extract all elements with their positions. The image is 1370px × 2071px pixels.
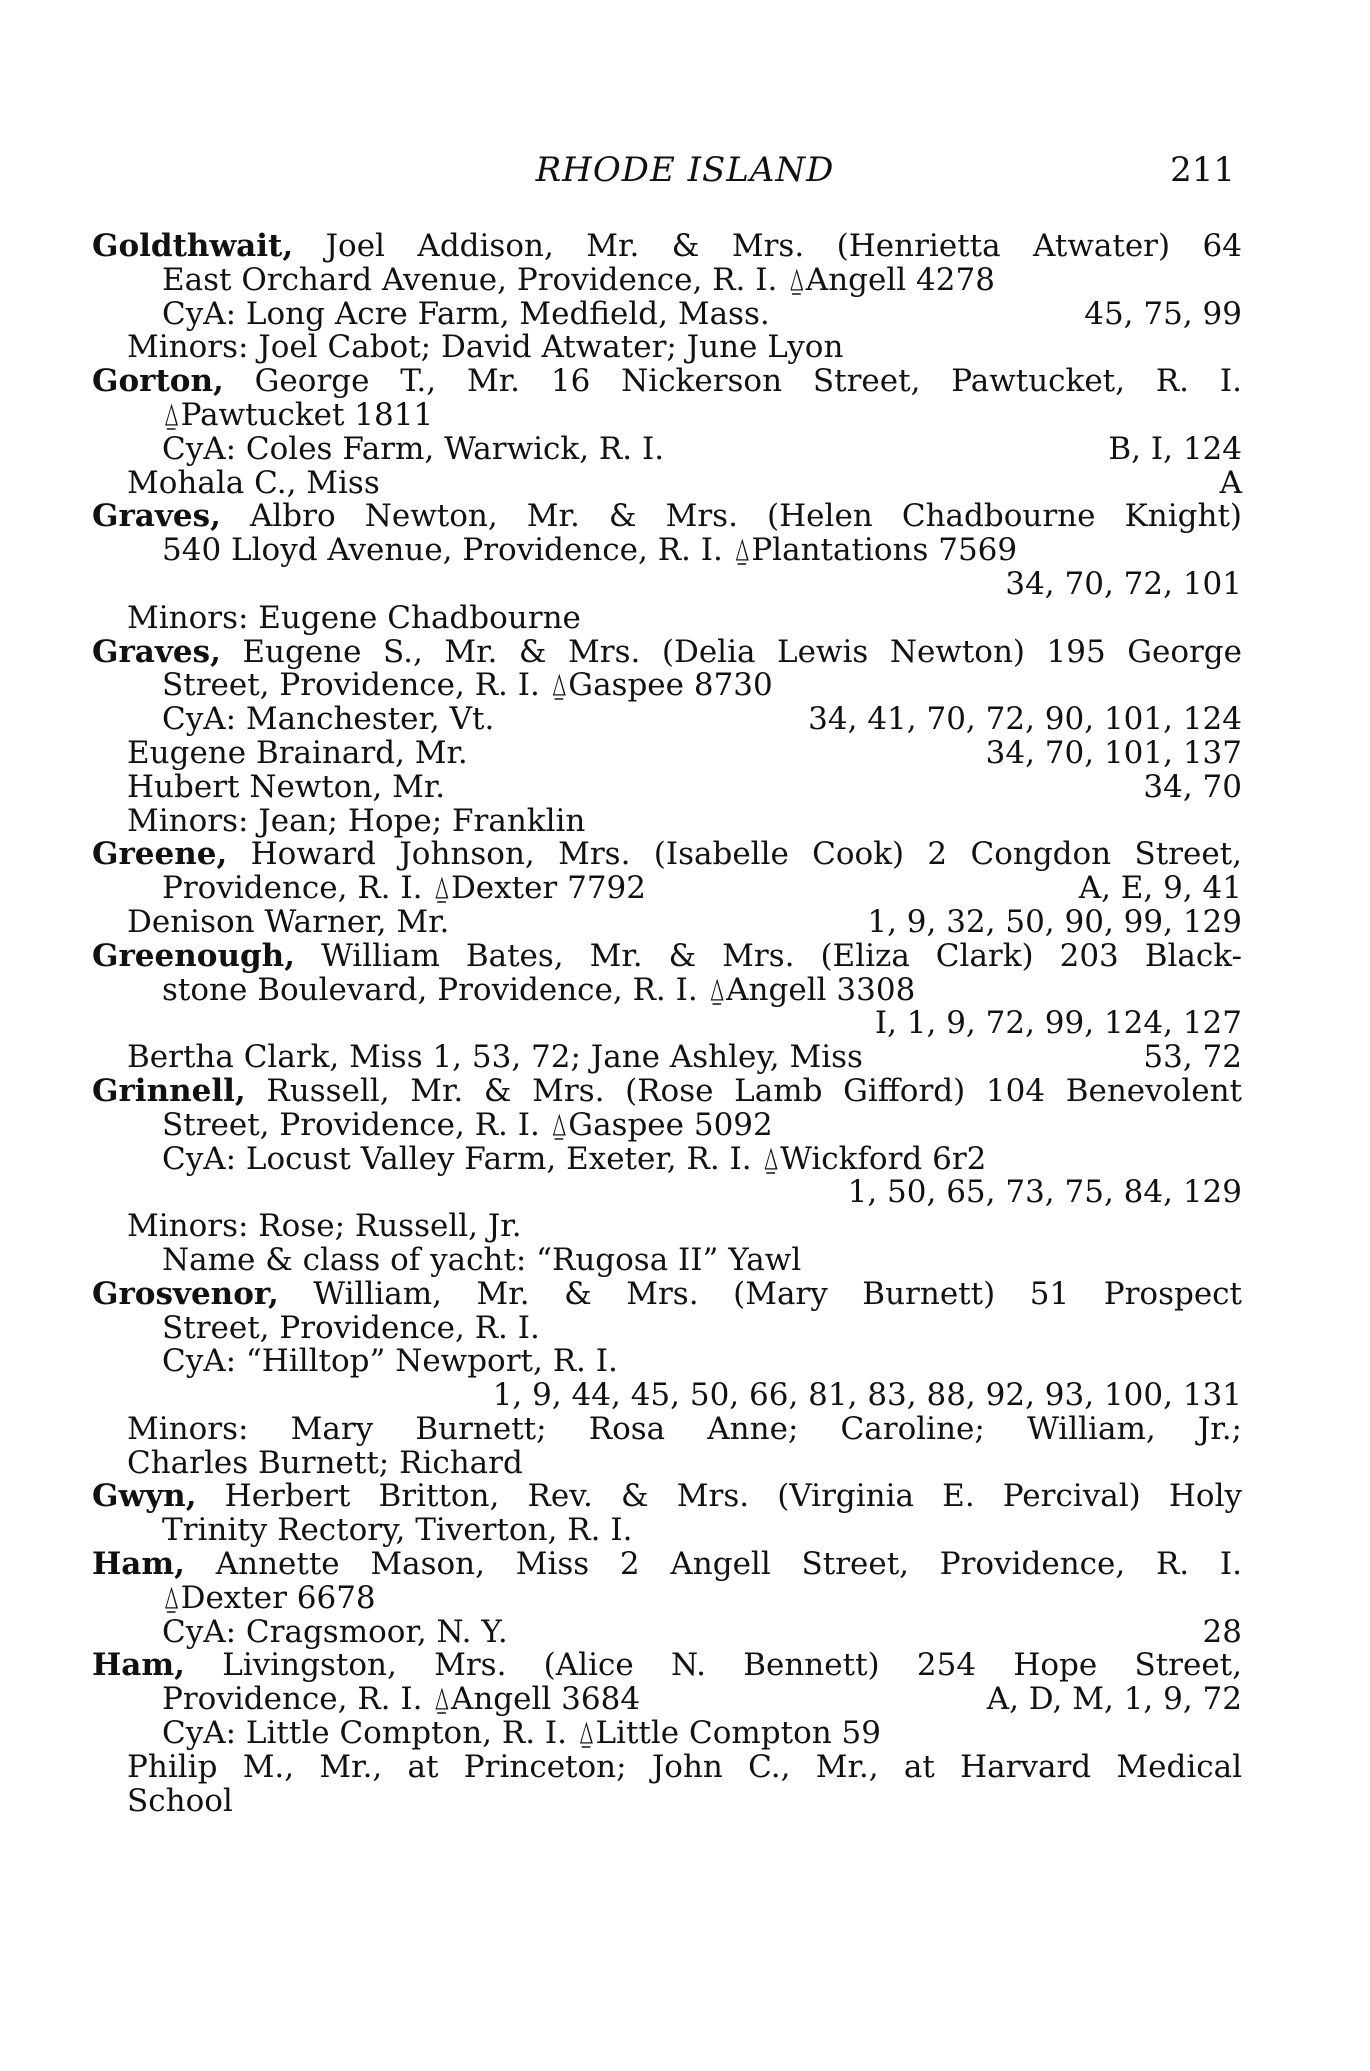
entry-detail: Livingston, Mrs. (Alice N. Bennett) 254 Hope Street, [184,1647,1242,1684]
entry-detail: ⍙Dexter 6678 [162,1579,376,1616]
entry-detail: Minors: Rose; Russell, Jr. [127,1208,522,1245]
club-codes: 1, 50, 65, 73, 75, 84, 129 [847,1174,1242,1211]
entry-line [92,261,1242,298]
entry-text [162,1579,376,1616]
entry-text [92,1275,1242,1312]
entry-line [92,464,1242,501]
entry-text [92,937,1242,974]
entry-line [92,1176,1242,1210]
entry-text [162,534,1017,568]
entry-line [92,1782,1242,1819]
entry-text [162,971,916,1008]
entry-text [92,365,1242,399]
entry-text [92,1072,1242,1109]
entry-detail: Charles Burnett; Richard [127,1444,523,1481]
club-codes: A, D, M, 1, 9, 72 [986,1681,1242,1718]
entry-line [92,734,1242,771]
entry-line [92,599,1242,636]
entry-line [92,1748,1242,1785]
entry-text [127,802,586,839]
entry-first-line [92,230,1242,264]
entry-text [127,1748,1242,1785]
entry-text [162,1345,618,1379]
entry-detail: CyA: Coles Farm, Warwick, R. I. [162,430,665,467]
entry-detail: Denison Warner, Mr. [127,903,450,940]
entry-detail: William Bates, Mr. & Mrs. (Eliza Clark) 203 Black- [295,937,1242,974]
entry-line [92,802,1242,839]
entry-detail: Joel Addison, Mr. & Mrs. (Henrietta Atwater) 64 [293,228,1242,264]
entry-detail: Street, Providence, R. I. ⍙Gaspee 5092 [162,1106,773,1143]
entry-line [92,768,1242,805]
entry-text [92,1649,1242,1683]
entry-detail: CyA: Long Acre Farm, Medfield, Mass. [162,295,770,332]
entry-text [127,1210,522,1244]
entry-line [92,703,1242,737]
entry-line [92,1140,1242,1177]
entry-detail: Eugene S., Mr. & Mrs. (Delia Lewis Newton) 195 George [220,633,1242,670]
surname: Greenough, [92,937,296,974]
entry-text [92,633,1242,670]
entry-detail: Eugene Brainard, Mr. [127,734,468,771]
entry-detail: ⍙Pawtucket 1811 [162,396,434,433]
entry-line [92,331,1242,365]
entry-text [127,1041,863,1075]
entry-detail: Albro Newton, Mr. & Mrs. (Helen Chadbourne Knight) [220,498,1242,535]
club-codes: I, 1, 9, 72, 99, 124, 127 [874,1005,1242,1042]
club-codes: 34, 70 [1143,768,1242,805]
entry-detail: Providence, R. I. ⍙Angell 3684 [162,1681,641,1718]
club-codes: 34, 41, 70, 72, 90, 101, 124 [808,701,1242,738]
entry-detail: Minors: Eugene Chadbourne [127,599,581,636]
entry-first-line [92,365,1242,399]
entry-detail: East Orchard Avenue, Providence, R. I. ⍙Angell 4278 [162,261,995,298]
entry-text [162,430,665,467]
entry-line [92,1410,1242,1447]
entry-detail: CyA: Little Compton, R. I. ⍙Little Compton 59 [162,1715,882,1752]
entry-detail: Bertha Clark, Miss 1, 53, 72; Jane Ashley, Miss [127,1039,863,1076]
entry-detail: Trinity Rectory, Tiverton, R. I. [162,1512,633,1549]
club-codes: 34, 70, 101, 137 [985,734,1242,771]
surname: Grinnell, [92,1072,246,1109]
entry-detail: William, Mr. & Mrs. (Mary Burnett) 51 Prospect [278,1275,1242,1312]
entry-line [92,1309,1242,1346]
entry-text [162,872,646,906]
entry-text [162,1309,540,1346]
club-codes: A, E, 9, 41 [1078,870,1242,907]
entry-first-line [92,1649,1242,1683]
entry-line [92,1007,1242,1041]
entry-line [92,669,1242,703]
entry-line [92,1379,1242,1413]
entry-detail: Providence, R. I. ⍙Dexter 7792 [162,870,646,907]
page-header [0,150,1370,200]
entry-line [92,1345,1242,1379]
entry-text [162,1514,632,1548]
entry-first-line [92,1072,1242,1109]
surname: Graves, [92,633,221,670]
entry-line [92,1683,1242,1717]
entry-detail: Name & class of yacht: “Rugosa II” Yawl [162,1241,802,1278]
entry-line [92,1579,1242,1616]
entry-detail: Russell, Mr. & Mrs. (Rose Lamb Gifford) 104 Benevolent [245,1072,1242,1109]
entry-detail: CyA: Manchester, Vt. [162,701,495,738]
entry-text [162,295,770,332]
entry-line [92,903,1242,940]
entry-text [127,599,581,636]
entry-line [92,1041,1242,1075]
entry-line [92,396,1242,433]
directory-entries [92,230,1242,1818]
entry-detail: Street, Providence, R. I. ⍙Gaspee 8730 [162,667,773,704]
entry-text [162,669,773,703]
entry-text [162,1717,881,1751]
running-title: RHODE ISLAND [535,150,835,190]
entry-line [92,1241,1242,1278]
entry-line [92,1210,1242,1244]
entry-text [92,230,1242,264]
entry-text [162,703,494,737]
entry-detail: Minors: Joel Cabot; David Atwater; June Lyon [127,329,844,366]
entry-first-line [92,633,1242,670]
entry-text [127,464,380,501]
surname: Graves, [92,498,221,535]
entry-text [127,734,468,771]
club-codes: 1, 9, 32, 50, 90, 99, 129 [867,903,1242,940]
entry-text [127,768,446,805]
entry-line [92,1613,1242,1650]
entry-line [92,1106,1242,1143]
entry-detail: Minors: Jean; Hope; Franklin [127,802,586,839]
entry-line [92,1444,1242,1481]
entry-detail: Street, Providence, R. I. [162,1309,540,1346]
club-codes: 34, 70, 72, 101 [1005,565,1242,602]
entry-detail: Hubert Newton, Mr. [127,768,446,805]
entry-detail: 540 Lloyd Avenue, Providence, R. I. ⍙Plantations 7569 [162,532,1018,569]
surname: Ham, [92,1647,185,1684]
entry-detail: stone Boulevard, Providence, R. I. ⍙Angell 3308 [162,971,916,1008]
surname: Ham, [92,1546,185,1583]
entry-text [162,1613,508,1650]
entry-text [127,1410,1242,1447]
entry-text [92,500,1242,534]
entry-line [92,534,1242,568]
entry-detail: Minors: Mary Burnett; Rosa Anne; Caroline; William, Jr.; [127,1410,1242,1447]
surname: Greene, [92,836,228,873]
entry-text [92,1548,1242,1582]
entry-detail: Philip M., Mr., at Princeton; John C., Mr., at Harvard Medical [127,1748,1242,1785]
entry-detail: School [127,1782,233,1819]
entry-text [127,1782,233,1819]
surname: Grosvenor, [92,1275,279,1312]
surname: Gwyn, [92,1478,197,1515]
entry-text [92,1480,1242,1514]
entry-text [162,1241,802,1278]
club-codes: A [1219,464,1242,501]
entry-text [162,1140,987,1177]
entry-text [162,396,434,433]
club-codes: 45, 75, 99 [1084,295,1242,332]
entry-text [127,331,843,365]
entry-first-line [92,838,1242,872]
club-codes: B, I, 124 [1108,430,1242,467]
entry-detail: CyA: “Hilltop” Newport, R. I. [162,1343,618,1380]
entry-detail: Herbert Britton, Rev. & Mrs. (Virginia E. Percival) Holy [196,1478,1242,1515]
entry-line [92,872,1242,906]
surname: Goldthwait, [92,228,294,264]
entry-detail: George T., Mr. 16 Nickerson Street, Pawtucket, R. I. [223,363,1242,400]
entry-line [92,565,1242,602]
entry-first-line [92,937,1242,974]
entry-text [92,838,1242,872]
page-number: 211 [1170,150,1235,190]
entry-line [92,295,1242,332]
entry-line [92,1514,1242,1548]
club-codes: 53, 72 [1143,1039,1242,1076]
entry-text [162,261,995,298]
entry-detail: CyA: Cragsmoor, N. Y. [162,1613,508,1650]
entry-line [92,430,1242,467]
surname: Gorton, [92,363,224,400]
entry-detail: Howard Johnson, Mrs. (Isabelle Cook) 2 Congdon Street, [227,836,1242,873]
entry-text [162,1106,773,1143]
entry-first-line [92,1480,1242,1514]
entry-line [92,971,1242,1008]
entry-text [127,903,450,940]
club-codes: 1, 9, 44, 45, 50, 66, 81, 83, 88, 92, 93, 100, 131 [492,1377,1242,1414]
entry-detail: Mohala C., Miss [127,464,380,501]
entry-first-line [92,1275,1242,1312]
entry-text [162,1683,640,1717]
entry-first-line [92,1548,1242,1582]
entry-detail: CyA: Locust Valley Farm, Exeter, R. I. ⍙Wickford 6r2 [162,1140,987,1177]
entry-first-line [92,500,1242,534]
entry-text [127,1444,523,1481]
entry-detail: Annette Mason, Miss 2 Angell Street, Providence, R. I. [184,1546,1242,1583]
entry-line [92,1717,1242,1751]
club-codes: 28 [1202,1613,1242,1650]
